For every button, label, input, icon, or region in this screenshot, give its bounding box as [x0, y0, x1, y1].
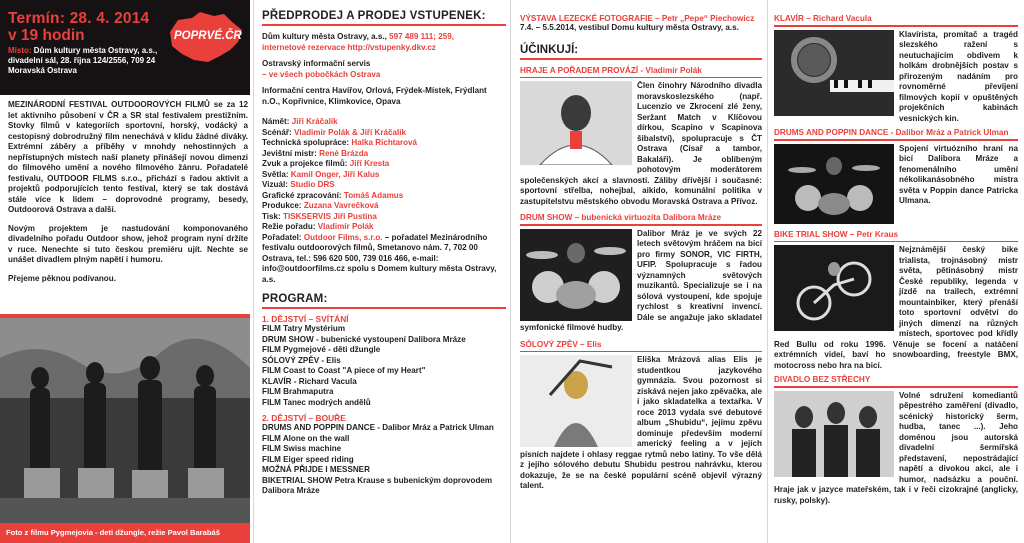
performer-theatre [774, 391, 1018, 507]
credit-row: Námět: Jiří Kráčalík [262, 117, 338, 126]
performer-rule [520, 351, 762, 353]
program-item: FILM Tatry Mystérium [262, 324, 346, 333]
title-rule [262, 24, 506, 26]
credit-row: Grafické zpracování: Tomáš Adamus [262, 190, 404, 200]
presale-branches: – ve všech pobočkách Ostrava [262, 69, 381, 79]
intro-text [8, 100, 248, 292]
event-header [0, 0, 250, 95]
dance-photo [774, 144, 894, 224]
presale-info [262, 32, 506, 107]
intro-paragraph-1: MEZINÁRODNÍ FESTIVAL OUTDOOROVÝCH FILMŮ se za 12 let aktivního působení v ČR a SR stal festivalem prestižním. Stovky filmů v kategoriích sportovní, horský, vodácký a cestopisný dobrodružný film nenechává v klidu žádné diváky. Extrémní záběry a příběhy v mnohdy nehostinných a nepřístupných místech naší planety přinášejí novou dimenzi do filmového umění a nového filmového žánru. Pořadatelé festivalu, OUTDOOR FILMS s.r.o., přichází s řadou aktivit a projektů podporujících tento festival, který se tak dostává stále více k lidem – doprovodné programy, besedy, Outdoorová Ostrava a další. [8, 100, 248, 214]
performer-rule [774, 241, 1018, 243]
column-performers-2 [768, 0, 1024, 543]
premiere-badge: POPRVÉ.ČR [174, 30, 242, 42]
act-2-list [262, 423, 506, 497]
performer-elis-title: SÓLOVÝ ZPĚV – Elis [520, 339, 602, 349]
theatre-photo [774, 391, 894, 477]
event-location [8, 46, 176, 77]
exhibition-title: VÝSTAVA LEZECKÉ FOTOGRAFIE – Petr „Pepe“ Piechowicz [520, 14, 755, 23]
dance-bio: Spojení virtuózního hraní na bicí Dalibora Mráze a fenomenálního umění nékolikanásobného mistra světa v Poppin dance Patricka Ulmana. [899, 143, 1018, 205]
performer-dance-title: DRUMS AND POPPIN DANCE - Dalibor Mráz a Patrick Ulman [774, 128, 1009, 137]
credit-row: Režie pořadu: Vladimír Polák [262, 222, 374, 231]
presale-title: PŘEDPRODEJ A PRODEJ VSTUPENEK: [262, 10, 486, 22]
performer-vacula [774, 30, 1018, 125]
program-item: FILM Brahmaputra [262, 387, 334, 396]
program-item: FILM Alone on the wall [262, 433, 350, 443]
program-item: KLAVÍR - Richard Vacula [262, 376, 357, 386]
program-item: FILM Pygmejové - děti džungle [262, 345, 381, 354]
credit-row: Technická spolupráce: Halka Richtarová [262, 138, 418, 147]
intro-paragraph-2: Novým projektem je nastudování komponovaného divadelního pořadu Outdoor show, jehož program nyní držíte v ruce. Nenechte si tuto českou premiéru ujít. Nechte se unášet divadlem plným napětí i humoru. [8, 223, 248, 264]
bike-bio: Nejznámější český bike trialista, trojnásobný mistr světa, pětinásobný mistr České republiky, legenda v jízdě na trailech, extrémní mountainbiker, který přenáší toto sportovní odvětví do jiných dimenzí na různých místech, sportovec pod křídly Red Bullu od roku 1996. Věnuje se focení a natáčení extrémních videí, baví ho snowboarding, freestyle BMX, motocross nebo hra na bicí. [774, 245, 1018, 370]
credit-row: Tisk: TISKSERVIS Jiří Pustina [262, 211, 377, 221]
polak-photo [520, 81, 632, 165]
column-tickets-program [256, 0, 509, 543]
event-time: v 19 hodin [8, 27, 85, 44]
performer-rule [774, 139, 1018, 141]
performer-polak [520, 81, 762, 207]
credit-row: Světla: Kamil Onger, Jiří Kalus [262, 169, 380, 179]
performer-drum [520, 229, 762, 334]
performer-polak-title: HRAJE A POŘADEM PROVÁZÍ - Vladimír Polák [520, 65, 702, 75]
presale-online-label: internetové rezervace [262, 42, 346, 52]
bike-photo [774, 245, 894, 331]
program-item: FILM Coast to Coast "A piece of my Heart" [262, 366, 426, 375]
program-item: FILM Tanec modrých andělů [262, 397, 371, 407]
program-item: SÓLOVÝ ZPĚV - Elis [262, 355, 341, 365]
presale-info-centers: Informační centra Havířov, Orlová, Frýdek-Místek, Frýdlant n.O., Kopřivnice, Klimkovice, Opava [262, 86, 487, 106]
presale-phone: 597 489 111; 259, [389, 32, 454, 41]
drummer-photo [520, 229, 632, 321]
title-rule [520, 58, 762, 60]
performer-rule [774, 386, 1018, 388]
performer-bike [774, 245, 1018, 371]
title-rule [262, 307, 506, 309]
presale-online-link[interactable]: http://vstupenky.dkv.cz [347, 42, 436, 52]
credit-row: Zvuk a projekce filmů: Jiří Kresta [262, 159, 390, 168]
performer-bike-title: BIKE TRIAL SHOW – Petr Kraus [774, 229, 899, 239]
drum-bio: Dalibor Mráz je ve svých 22 letech světovým hráčem na bicí pro firmy SONOR, VIC FIRTH, UFIP. Spolupracuje s řadou významných světových muzikantů. Specializuje se i na sólová vystoupení, kde spojuje rychlost s kreativní invencí. Dále se angažuje jako skladatel symfonické filmové hudby. [520, 228, 762, 332]
program-item: DRUMS AND POPPIN DANCE - Dalibor Mráz a Patrick Ulman [262, 423, 494, 432]
theatre-bio: Volné sdružení komediantů pěpestrého zaměření (divadlo, scénický historický šerm, hudba, tanec ...). Jeho doménou jsou autorská divadelní šermířská představení, nepostrádající napětí a divokou akci, ale i humor, nadsázku a pouční. Hraje jak v jazyce mateřském, tak i v řeči cizokrajné (anglicky, rusky, polsky). [774, 390, 1018, 505]
program-item: FILM Swiss machine [262, 444, 342, 453]
credit-row: Scénář: Vladimír Polák & Jiří Kráčalík [262, 127, 406, 137]
film-photo [0, 314, 250, 543]
performer-elis [520, 355, 762, 492]
performer-drum-title: DRUM SHOW – bubenická virtuozita Dalibora Mráze [520, 213, 722, 222]
location-text: Dům kultury města Ostravy, a.s., divadelní sál, 28. října 124/2556, 709 24 Moravská Ostrava [8, 46, 158, 76]
credits-list [262, 117, 506, 285]
act-2-title: 2. DĚJSTVÍ – BOUŘE [262, 413, 346, 423]
photo-caption: Foto z filmu Pygmejovia - deti džungle, režie Pavol Barabáš [0, 523, 250, 543]
act-1-title: 1. DĚJSTVÍ – SVÍTÁNÍ [262, 314, 349, 324]
column-performers [512, 0, 766, 543]
location-label: Místo: [8, 46, 32, 55]
act-1-list [262, 324, 506, 408]
jungle-dancers-photo [0, 318, 250, 543]
elis-bio: Eliška Mrázová alias Elis je studentkou jazykového gymnázia. Svou pozornost si získává nejen jako zpěvačka, ale i jako skladatelka a textařka. V roce 2013 vydala své debutové album „Shubidu“, jejímu zpěvu dominuje především moderní americký feeling a v jejích písních najdete i ohlasy reggae rytmů nebo latiny. To vše dělá z jejího sólového debutu Shubidu pestrou nahrávku, kterou dokazuje, že se na české populární scéně objevil výrazný talent. [520, 355, 762, 490]
event-date: Termín: 28. 4. 2014 [8, 10, 150, 27]
column-divider [510, 0, 511, 543]
program-item: FILM Eiger speed riding [262, 454, 354, 464]
intro-paragraph-3: Přejeme pěknou podívanou. [8, 273, 116, 283]
polak-bio: Člen činohry Národního divadla moravskoslezského (např. Lucenzio ve Zkrocení zlé ženy, Seržant Match v Klíčovou dírkou, Scapino v Scapinova šibalství), spolupracuje s ČT Ostrava (Císař a tambor, Bakaláři). Je oblíbeným pohotovým moderátorem společenských akcí a slavností. Záliby dřívější i současné: sportovní střelba, nohejbal, aikido, komunální politika v zastupitelstvu městského obvodu Moravská Ostrava a Přívoz. [520, 81, 762, 206]
elis-photo [520, 355, 632, 447]
presale-venue: Dům kultury města Ostravy, a.s., [262, 32, 387, 41]
presale-info-service: Ostravský informační servis [262, 59, 371, 68]
exhibition-text: 7.4. – 5.5.2014, vestibul Domu kultury města Ostravy, a.s. [520, 23, 739, 32]
performer-vacula-title: KLAVÍR – Richard Vacula [774, 14, 872, 23]
credit-row: Vizuál: Studio DRS [262, 180, 335, 189]
performer-rule [520, 224, 762, 226]
program-title: PROGRAM: [262, 293, 328, 305]
performer-theatre-title: DIVADLO BEZ STŘECHY [774, 375, 871, 384]
performers-title: ÚČINKUJÍ: [520, 43, 579, 56]
performer-rule [774, 25, 1018, 27]
credit-row: Jevištní mistr: René Brázda [262, 148, 369, 158]
vacula-photo [774, 30, 894, 116]
program-item: BIKETRIAL SHOW Petra Krause s bubenickým doprovodem Dalibora Mráze [262, 475, 493, 495]
program-item: MOŽNÁ PŘIJDE I MESSNER [262, 465, 370, 474]
performer-rule [520, 77, 762, 79]
credit-row: Produkce: Zuzana Vavrečková [262, 201, 379, 210]
program-item: DRUM SHOW - bubenické vystoupení Daliborа Mráze [262, 334, 466, 344]
column-intro [0, 0, 250, 543]
column-divider [253, 0, 254, 543]
organizer: Pořadatel: Outdoor Films, s.r.o. – pořadatel Mezinárodního festivalu outdoorových filmů, Smetanovo nám. 7, 702 00 Ostrava, tel.: 596 620 500, 739 016 466, e-mail: info@outdoorfilms.cz spolu s Domem kultury města Ostravy, a.s. [262, 232, 497, 284]
performer-dance [774, 144, 1018, 226]
vacula-bio: Klavírista, promítač a tragéd slezského ražení s neutuchajícím obdivem k holkám drobnějších postav s přirozeným nadáním pro rovnoměrné převíjení filmových kopií v opuštěných projekčních kabinách vesnických kin. [899, 29, 1018, 123]
